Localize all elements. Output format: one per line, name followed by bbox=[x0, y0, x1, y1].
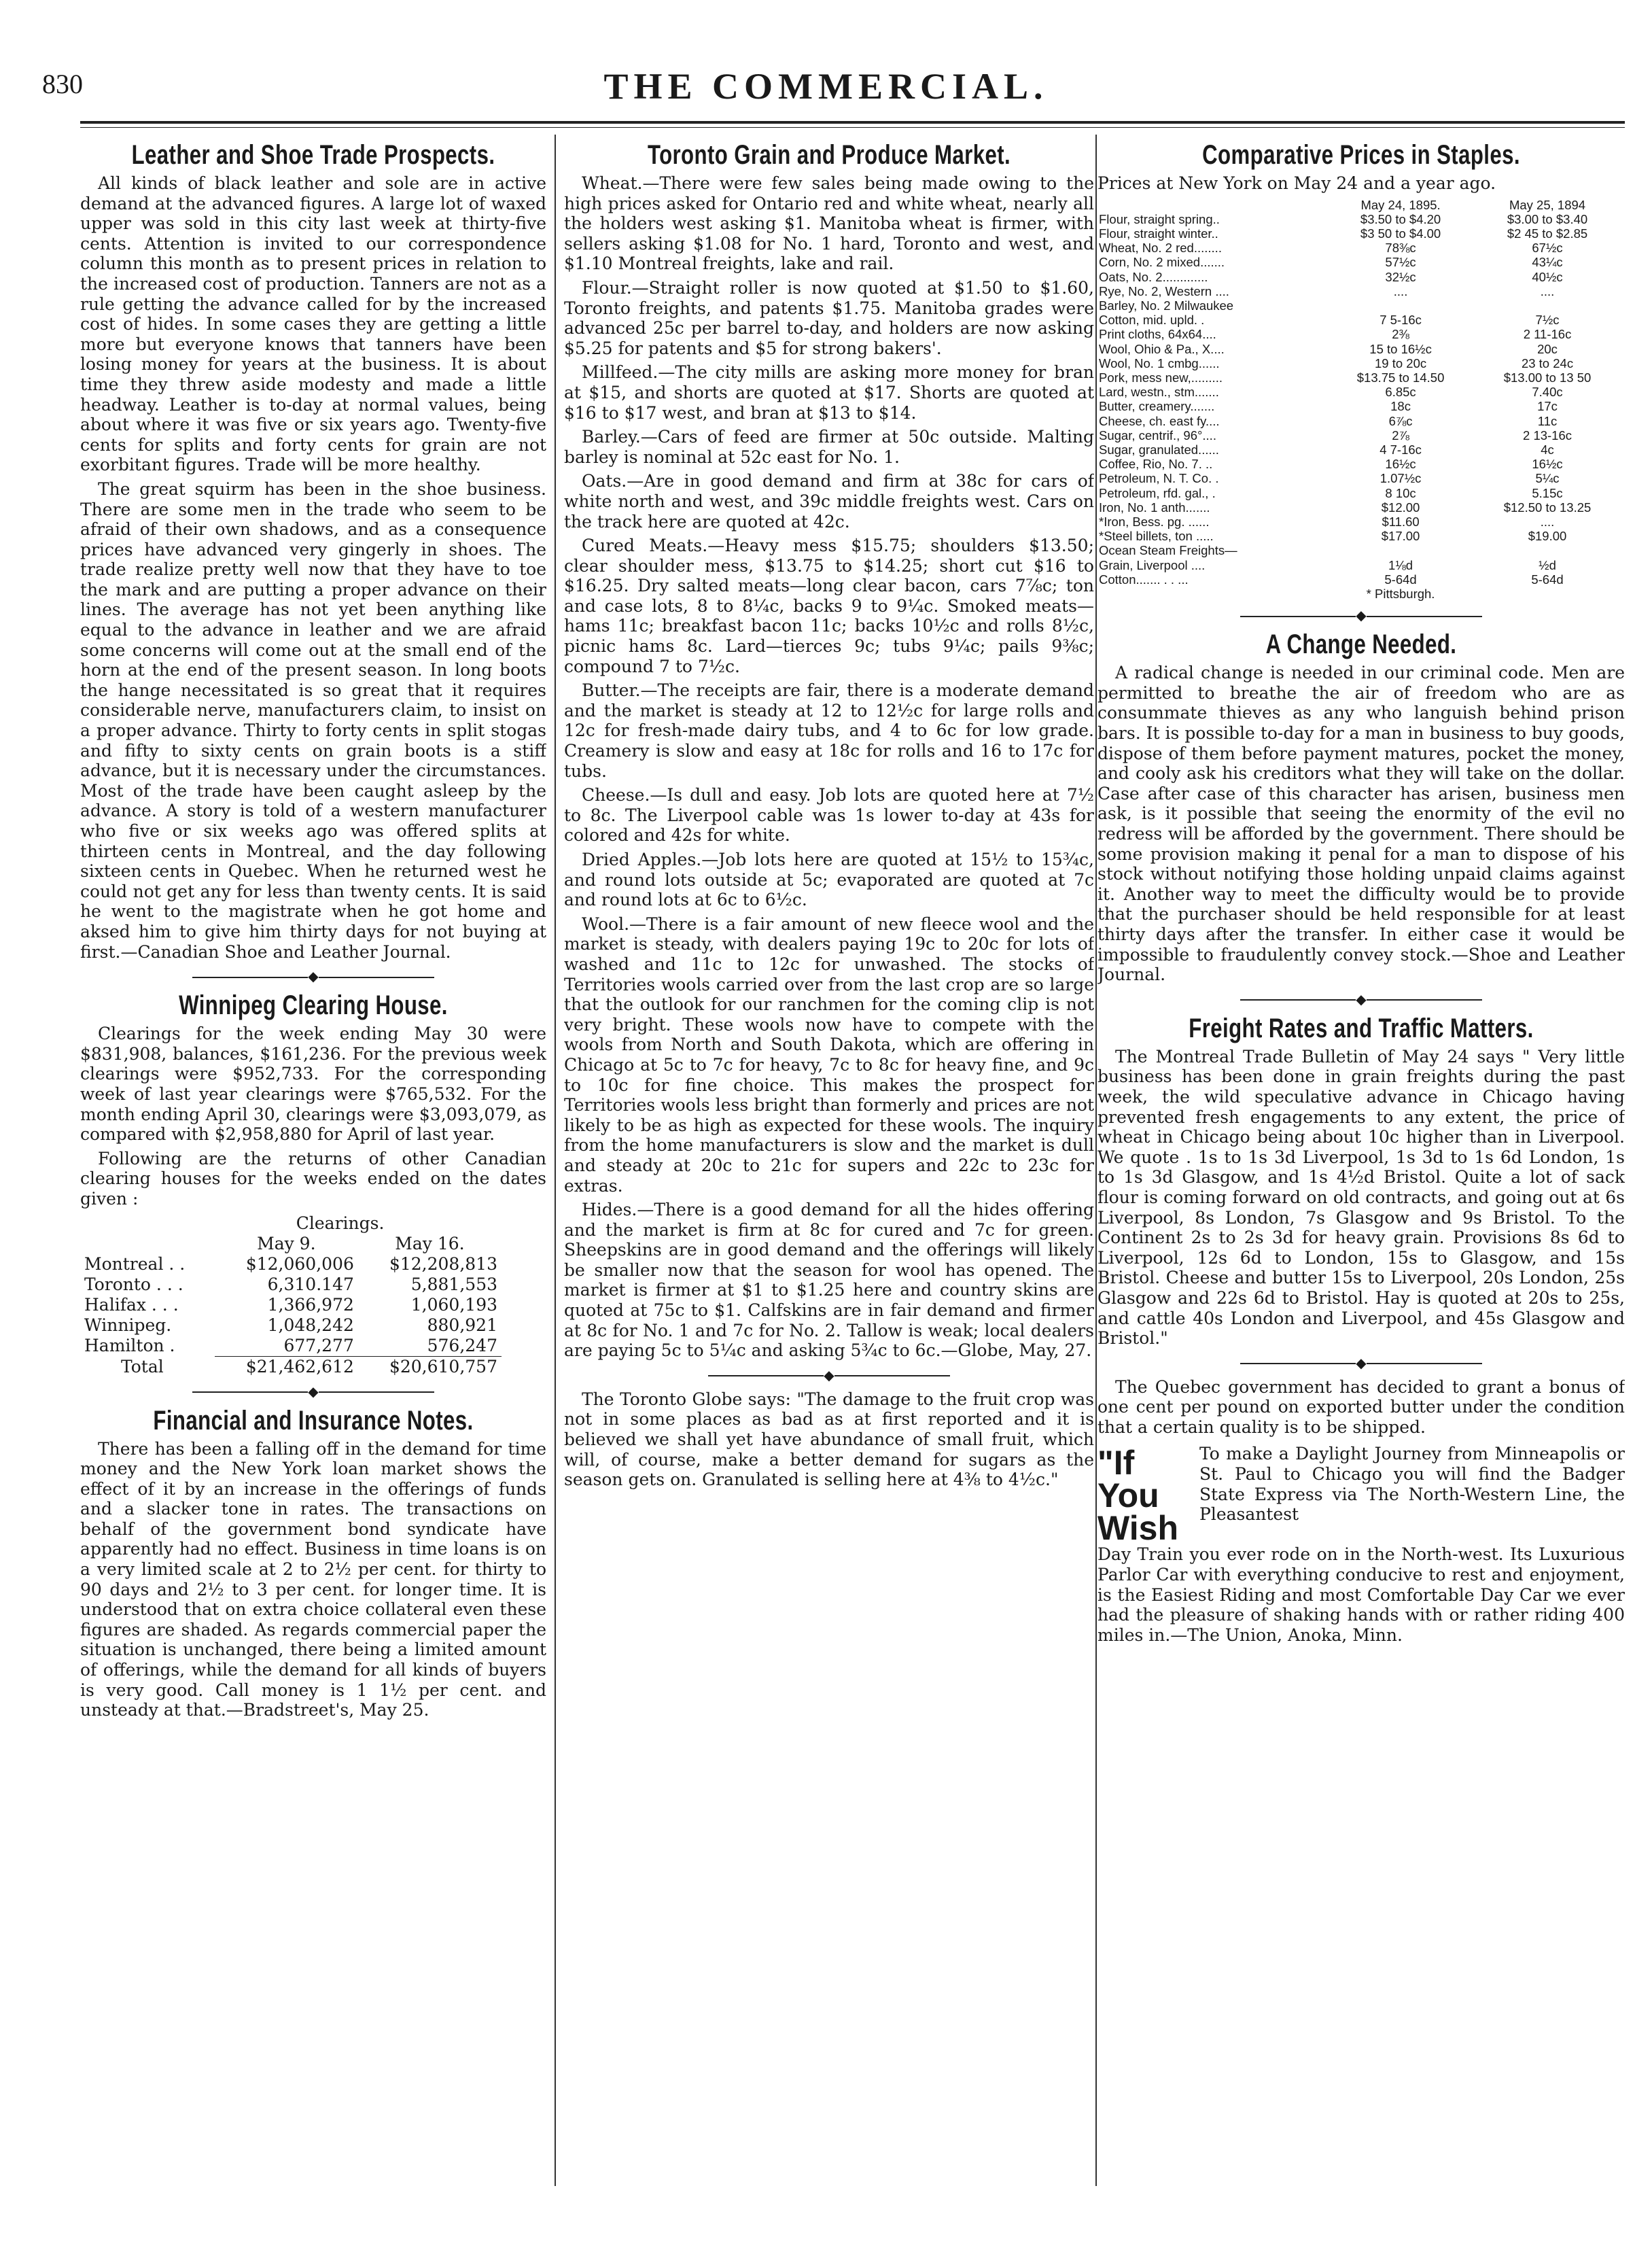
footnote: * Pittsburgh. bbox=[1366, 587, 1435, 602]
column-header: May 25, 1894 bbox=[1509, 197, 1586, 212]
staples-table bbox=[1097, 198, 1621, 602]
ad-text: To make a Daylight Journey from Minneapolis or St. Paul to Chicago you will find the Badger State Express via The North-Western Line, the Pleasantest bbox=[1199, 1444, 1625, 1525]
ad-text: Day Train you ever rode on in the North-west. Its Luxurious Parlor Car with everything conducive to rest and enjoyment, is the Easiest Riding and most Comfortable Day Car we ever had the pleasure of shaking hands with or rather riding 400 miles in.—The Union, Anoka, Minn. bbox=[1097, 1544, 1625, 1645]
article-title: Winnipeg Clearing House. bbox=[179, 990, 448, 1021]
market-paragraph: Millfeed.—The city mills are asking more money for bran at $15, and shorts are quoted at $17. Shorts are quoted at $16 to $17 west, and bran at $13 to $14. bbox=[564, 362, 1094, 423]
column-divider bbox=[1095, 135, 1097, 2186]
table-row: Winnipeg. 1,048,242 880,921 bbox=[84, 1315, 497, 1335]
article-paragraph: The Montreal Trade Bulletin of May 24 says " Very little business has been done in grain freights during the past week, the wild speculative advance in Chicago having prevented fresh engagements to any extent, the price of wheat in Chicago being about 10c higher than in Liverpool. We quote . 1s to 1s 3d Liverpool, 1s 3d to 1s 6d London, 1s to 1s 3d Glasgow, and 1s 4½d Bristol. Quite a lot of sack flour is coming forward on old contracts, and going out at 6s Liverpool, 8s London, 7s Glasgow and 9s Bristol. To the Continent 2s to 2s 3d for heavy grain. Provisions 8s 6d to Liverpool, 12s 6d to London, 15s to Glasgow, and 15s Bristol. Cheese and butter 15s to Liverpool, 20s London, 25s Glasgow and 22s 6d to Bristol. Hay is quoted at 20s to 25s, and cattle 40s London and Liverpool, and 45s Glasgow and Bristol." bbox=[1097, 1046, 1625, 1349]
table-row: Cotton, mid. upld. . 7 5-16c 7½c bbox=[1099, 313, 1560, 328]
separator-rule: ◆ bbox=[80, 969, 546, 984]
article-paragraph: Following are the returns of other Canadian clearing houses for the weeks ended on the dates given : bbox=[80, 1148, 546, 1209]
column-header: May 9. bbox=[257, 1233, 316, 1253]
header-rule bbox=[80, 121, 1625, 124]
column-2 bbox=[564, 136, 1094, 2213]
table-row: Pork, mess new,......... $13.75 to 14.50 $13.00 to 13 50 bbox=[1099, 370, 1592, 385]
table-row: Wheat, No. 2 red........ 78⅜c 67½c bbox=[1099, 241, 1563, 256]
masthead-title: THE COMMERCIAL. bbox=[603, 66, 1049, 107]
article-title: Freight Rates and Traffic Matters. bbox=[1189, 1013, 1534, 1043]
article-paragraph: Clearings for the week ending May 30 were $831,908, balances, $161,236. For the previous week clearings were $952,733. For the corresponding week of last year clearings were $765,532. For the month ending April 30, clearings were $3,093,079, as compared with $2,958,880 for April of last year. bbox=[80, 1024, 546, 1145]
article-paragraph: A radical change is needed in our criminal code. Men are permitted to breathe the air of freedom who are as consummate thieves as any who languish behind prison bars. It is possible to-day for a man in business to buy goods, dispose of them before payment matures, pocket the money, and cooly ask his creditors what they will take on the dollar. Case after case of this character has arisen, business men ask, is it possible that seeing the enormity of the evil no redress will be afforded by the government. There should be some provision making it penal for a man to dispose of his stock without notifying those holding unpaid claims against it. Another way to meet the difficulty would be to provide that the purchaser should be held responsible for at least thirty days after the transfer. In either case it would be impossible to fraudulently convey stock.—Shoe and Leather Journal. bbox=[1097, 663, 1625, 985]
article-title: Toronto Grain and Produce Market. bbox=[647, 140, 1011, 170]
table-row: Butter, creamery....... 18c 17c bbox=[1099, 399, 1558, 414]
table-row: Cheese, ch. east fy.... 6⅞c 11c bbox=[1099, 413, 1558, 428]
separator-rule: ◆ bbox=[1097, 1355, 1625, 1370]
separator-rule: ◆ bbox=[80, 1384, 546, 1399]
table-row: *Iron, Bess. pg. ...... $11.60 .... bbox=[1099, 515, 1555, 530]
market-paragraph: Butter.—The receipts are fair, there is a moderate demand and the market is steady at 12 to 12½c for large rolls and 12c for fresh-made dairy tubs, and 4 to 6c for low grade. Creamery is slow and easy at 18c for rolls and 16 to 17c for tubs. bbox=[564, 680, 1094, 781]
article-title: Leather and Shoe Trade Prospects. bbox=[131, 140, 495, 170]
header-rule-thin bbox=[80, 127, 1625, 128]
table-row: Lard, westn., stm....... 6.85c 7.40c bbox=[1099, 385, 1563, 400]
market-paragraph: Wheat.—There were few sales being made owing to the high prices asked for Ontario red and white wheat, nearly all the holders west asking $1. Manitoba wheat is firmer, with sellers asking $1.08 for No. 1 hard, Toronto and west, and $1.10 Montreal freights, lake and rail. bbox=[564, 173, 1094, 274]
table-row: *Steel billets, ton ..... $17.00 $19.00 bbox=[1099, 529, 1567, 544]
market-paragraph: Cheese.—Is dull and easy. Job lots are quoted here at 7½ to 8c. The Liverpool cable was 1s lower to-day at 43s for colored and 42s for white. bbox=[564, 785, 1094, 846]
article-title: Financial and Insurance Notes. bbox=[153, 1405, 474, 1436]
table-row: Oats, No. 2............. 32½c 40½c bbox=[1099, 269, 1563, 284]
advertisement bbox=[1097, 1444, 1625, 1548]
market-paragraph: Wool.—There is a fair amount of new fleece wool and the market is steady, with dealers paying 19c to 20c for lots of washed and 11c to 12c for unwashed. The stocks of Territories wools carried over from the last crop are so large that the outlook for our ranchmen for the coming clip is not very bright. These wools now have to compete with the wools from North and South Dakota, which are offering in Chicago at 5c to 7c for heavy, 7c to 8c for heavy fine, and 9c to 10c for fine choice. This makes the prospect for Territories wools less bright than formerly and prices are not likely to be as high as expected for these wools. The inquiry from the home manufacturers is slow and the market is dull and steady at 20c to 21c for supers and 22c to 23c for extras. bbox=[564, 914, 1094, 1196]
article-paragraph: There has been a falling off in the demand for time money and the New York loan market shows the effect of it by an increase in the offerings of funds and a slacker tone in rates. The transactions on behalf of the government bond syndicate have apparently had no effect. Business in time loans is on a very limited scale at 2 to 2½ per cent. for thirty to 90 days and 2½ to 3 per cent. for longer time. It is understood that on extra choice collateral even these figures are shaded. As regards commercial paper the situation is unchanged, there being a limited amount of offerings, while the demand for all kinds of buyers is very good. Call money is 1 1½ per cent. and unsteady at that.—Bradstreet's, May 25. bbox=[80, 1438, 546, 1720]
table-row: Petroleum, rfd. gal., . 8 10c 5.15c bbox=[1099, 485, 1563, 500]
table-row: Rye, No. 2, Western .... .... .... bbox=[1099, 283, 1555, 298]
table-row: Wool, Ohio & Pa., X.... 15 to 16½c 20c bbox=[1099, 341, 1558, 356]
table-row: Cotton....... . . ... 5-64d 5-64d bbox=[1099, 572, 1564, 587]
market-paragraph: Dried Apples.—Job lots here are quoted at 15½ to 15¾c, and round lots outside at 5c; evaporated are quoted at 7c and round lots at 6c to 6½c. bbox=[564, 850, 1094, 910]
table-row: Toronto . . . 6,310.147 5,881,553 bbox=[84, 1274, 497, 1294]
table-row: Iron, No. 1 anth....... $12.00 $12.50 to 13.25 bbox=[1099, 500, 1592, 515]
market-paragraph: Oats.—Are in good demand and firm at 38c for cars of white north and west, and 39c middle freights west. Cars on the track here are quoted at 42c. bbox=[564, 471, 1094, 532]
ad-headline: "If You Wish bbox=[1097, 1444, 1178, 1548]
clearings-table bbox=[80, 1213, 502, 1377]
column-header: May 24, 1895. bbox=[1360, 197, 1441, 212]
page-number: 830 bbox=[42, 69, 83, 99]
table-total-row: Total $21,462,612 $20,610,757 bbox=[121, 1356, 497, 1376]
table-row: Flour, straight winter.. $3 50 to $4.00 $2 45 to $2.85 bbox=[1099, 226, 1588, 241]
table-row: Sugar, granulated...... 4 7-16c 4c bbox=[1099, 443, 1554, 457]
separator-rule: ◆ bbox=[1097, 992, 1625, 1007]
table-caption: Clearings. bbox=[296, 1213, 385, 1233]
table-row: Barley, No. 2 Milwaukee bbox=[1099, 298, 1234, 313]
table-row: Ocean Steam Freights— bbox=[1099, 543, 1237, 558]
article-paragraph: Prices at New York on May 24 and a year ago. bbox=[1097, 173, 1496, 193]
table-row: Sugar, centrif., 96°.... 2⅞ 2 13-16c bbox=[1099, 428, 1572, 443]
table-row: Petroleum, N. T. Co. . 1.07½c 5¼c bbox=[1099, 471, 1560, 486]
article-paragraph: The great squirm has been in the shoe business. There are some men in the trade who seem to be afraid of their own shadows, and as a consequence prices have advanced very gingerly in shoes. The trade realize pretty well now that they have to toe the mark and are putting a proper advance on their lines. The average has not yet been anything like equal to the advance in leather and we are afraid some concerns will come out at the small end of the horn at the end of the present season. In long boots the hange necessitated is so great that it requires considerable nerve, manufacturers claim, to insist on a proper advance. Thirty to forty cents in split stogas and fifty to sixty cents on grain boots is a stiff advance, but it is necessary under the circumstances. Most of the trade have been caught asleep by the advance. A story is told of a western manufacturer who five or six weeks ago was offered splits at thirteen cents in Montreal, and the day following sixteen cents in Quebec. When he returned west he could not get any for less than twenty cents. It is said he went to the magistrate when he got home and aksed him to give him thirty days for not buying at first.—Canadian Shoe and Leather Journal. bbox=[80, 479, 546, 962]
separator-rule: ◆ bbox=[564, 1368, 1094, 1383]
table-row: Flour, straight spring.. $3.50 to $4.20 $3.00 to $3.40 bbox=[1099, 211, 1588, 226]
column-header: May 16. bbox=[395, 1233, 465, 1253]
table-row: Corn, No. 2 mixed....... 57½c 43¼c bbox=[1099, 255, 1563, 270]
table-row: Coffee, Rio, No. 7. .. 16½c 16½c bbox=[1099, 457, 1563, 472]
article-paragraph: The Toronto Globe says: "The damage to the fruit crop was not in some places as bad as at first reported and it is believed we shall yet have abundance of small fruit, which will, of course, make a better demand for sugars as the season gets on. Granulated is selling here at 4⅜ to 4½c." bbox=[564, 1389, 1094, 1490]
table-row: Wool, No. 1 cmbg...... 19 to 20c 23 to 24c bbox=[1099, 356, 1574, 370]
article-paragraph: The Quebec government has decided to grant a bonus of one cent per pound on exported butter under the condition that a certain quality is to be shipped. bbox=[1097, 1376, 1625, 1437]
table-row: Montreal . . $12,060,006 $12,208,813 bbox=[84, 1253, 497, 1274]
article-paragraph: All kinds of black leather and sole are in active demand at the advanced figures. A large lot of waxed upper was sold in this city last week at thirty-five cents. Attention is invited to our correspondence column this month as to present prices in relation to the increased cost of production. Tanners are not as a rule getting the advance called for by the increased cost of hides. In some cases they are getting a little more but everyone knows that tanners have been losing money for years at the business. It is about time they threw aside modesty and made a little headway. Leather is to-day at normal values, being about where it was five or six years ago. Twenty-five cents for splits and forty cents for grain are not exorbitant figures. Trade will be more healthy. bbox=[80, 173, 546, 475]
table-row: Hamilton . 677,277 576,247 bbox=[84, 1335, 497, 1355]
table-row: Grain, Liverpool .... 1⅛d ½d bbox=[1099, 557, 1556, 572]
column-divider bbox=[555, 135, 556, 2186]
article-title: Comparative Prices in Staples. bbox=[1202, 140, 1520, 170]
column-3 bbox=[1097, 136, 1625, 2213]
column-1 bbox=[80, 136, 546, 2213]
market-paragraph: Barley.—Cars of feed are firmer at 50c outside. Malting barley is nominal at 52c east for No. 1. bbox=[564, 427, 1094, 467]
separator-rule: ◆ bbox=[1097, 608, 1625, 623]
article-title: A Change Needed. bbox=[1265, 629, 1457, 660]
table-row: Print cloths, 64x64.... 2⅜ 2 11-16c bbox=[1099, 327, 1572, 342]
market-paragraph: Cured Meats.—Heavy mess $15.75; shoulders $13.50; clear shoulder mess, $13.75 to $14.25; short cut $16 to $16.25. Dry salted meats—long clear bacon, cars 7⅞c; ton and case lots, 8 to 8¼c, backs 9 to 9¼c. Smoked meats—hams 11c; breakfast bacon 11c; backs 10½c and rolls 8½c, picnic hams 8c. Lard—tierces 9c; tubs 9¼c; pails 9⅜c; compound 7 to 7½c. bbox=[564, 536, 1094, 676]
market-paragraph: Hides.—There is a good demand for all the hides offering and the market is firm at 8c for cured and 7c for green. Sheepskins are in good demand and the offerings will likely be smaller now that the season for wool has opened. The market is firmer at $1 to $1.25 here and country skins are quoted at 75c to $1. Calfskins are in fair demand and firmer at 8c for No. 1 and 7c for No. 2. Tallow is weak; local dealers are paying 5c to 5¼c and asking 5¾c to 6c.—Globe, May, 27. bbox=[564, 1200, 1094, 1361]
table-row: Halifax . . . 1,366,972 1,060,193 bbox=[84, 1294, 497, 1315]
market-paragraph: Flour.—Straight roller is now quoted at $1.50 to $1.60, Toronto freights, and patents $1.75. Manitoba grades were advanced 25c per barrel to-day, and holders are now asking $5.25 for patents and $5 for strong bakers'. bbox=[564, 277, 1094, 358]
